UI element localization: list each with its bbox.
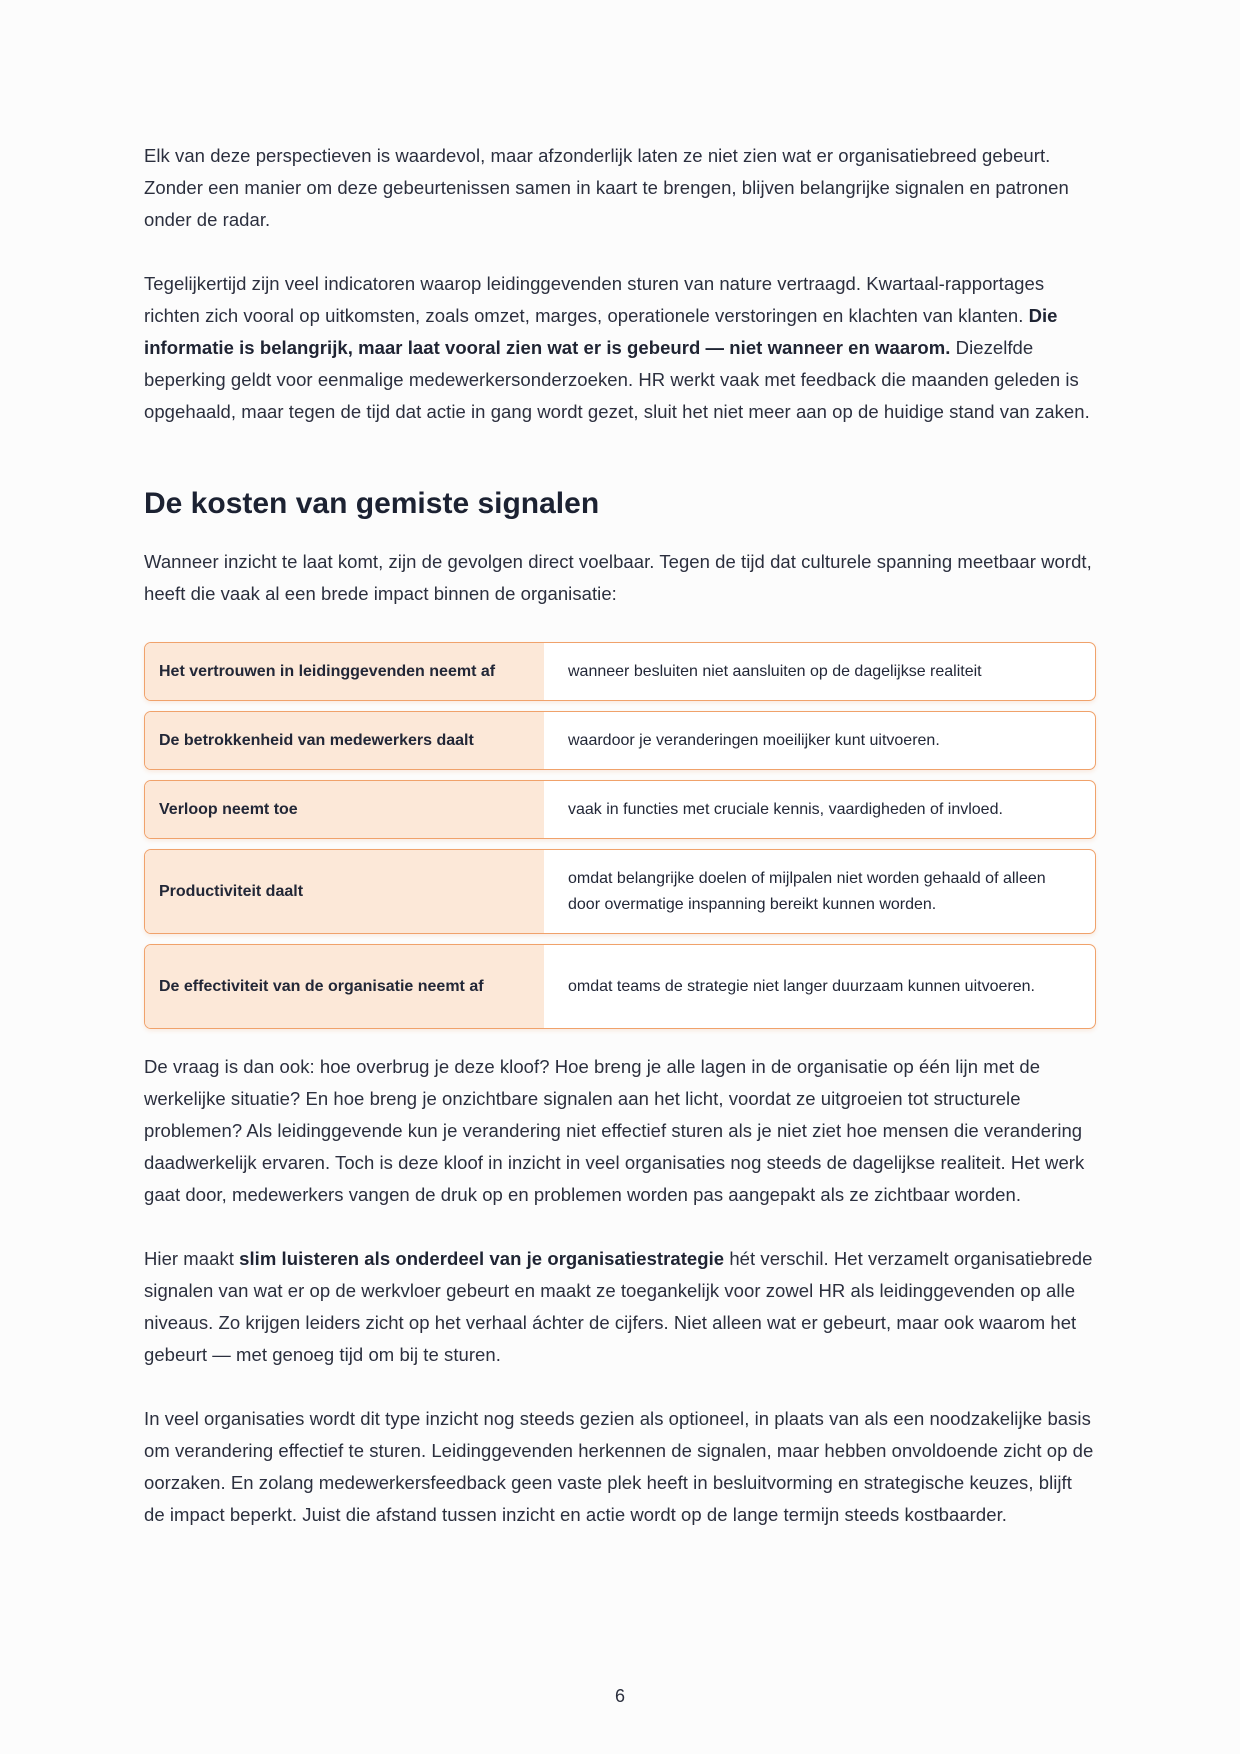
consequence-row [144,642,1096,701]
paragraph-emphasis: slim luisteren als onderdeel van je organisatiestrategie [239,1248,725,1269]
paragraph-text: Hier maakt [144,1248,240,1269]
consequence-text: omdat teams de strategie niet langer duurzaam kunnen uitvoeren. [568,977,1035,995]
consequence-label: Verloop neemt toe [145,781,544,838]
paragraph-emphasis: Die informatie is belangrijk, maar laat vooral zien wat er is gebeurd — niet wanneer en waarom. [144,305,1058,358]
consequence-label: Productiviteit daalt [145,850,544,933]
consequence-text: omdat belangrijke doelen of mijlpalen niet worden gehaald of alleen door overmatige inspanning bereikt kunnen worden. [568,869,1046,913]
consequence-label: De effectiviteit van de organisatie neemt af [145,945,544,1028]
paragraph-text: hét verschil. Het verzamelt organisatiebrede signalen van wat er op de werkvloer gebeurt en maakt ze toegankelijk voor zowel HR als leidinggevenden op alle niveaus. Zo krijgen leiders zicht op het verhaal áchter de cijfers. Niet alleen wat er gebeurt, maar ook waarom het gebeurt — met genoeg tijd om bij te sturen. [144,1248,1093,1365]
consequence-row [144,780,1096,839]
page-content [144,140,1096,1563]
consequences-table [144,642,1096,1029]
section-intro: Wanneer inzicht te laat komt, zijn de gevolgen direct voelbaar. Tegen de tijd dat culturele spanning meetbaar wordt, heeft die vaak al een brede impact binnen de organisatie: [144,551,1092,604]
consequence-label: De betrokkenheid van medewerkers daalt [145,712,544,769]
consequence-row [144,849,1096,934]
consequence-row [144,944,1096,1029]
consequence-text: waardoor je veranderingen moeilijker kunt uitvoeren. [568,731,940,749]
paragraph-perspectives: Elk van deze perspectieven is waardevol, maar afzonderlijk laten ze niet zien wat er organisatiebreed gebeurt. Zonder een manier om deze gebeurtenissen samen in kaart te brengen, blijven belangrijke signalen en patronen onder de radar. [144,145,1069,230]
page-number: 6 [614,1686,625,1706]
consequence-row [144,711,1096,770]
paragraph-text: Tegelijkertijd zijn veel indicatoren waarop leidinggevenden sturen van nature vertraagd. Kwartaal-rapportages richten zich vooral op uitkomsten, zoals omzet, marges, operationele verstoringen en klachten van klanten. [144,273,1045,326]
consequence-text: wanneer besluiten niet aansluiten op de dagelijkse realiteit [568,662,982,680]
section-heading: De kosten van gemiste signalen [144,487,600,520]
paragraph-smart-listening [144,1243,1096,1371]
paragraph-optional-insight: In veel organisaties wordt dit type inzicht nog steeds gezien als optioneel, in plaats van als een noodzakelijke basis om verandering effectief te sturen. Leidinggevenden herkennen de signalen, maar hebben onvoldoende zicht op de oorzaken. En zolang medewerkersfeedback geen vaste plek heeft in besluitvorming en strategische keuzes, blijft de impact beperkt. Juist die afstand tussen inzicht en actie wordt op de lange termijn steeds kostbaarder. [144,1408,1094,1525]
paragraph-bridge-gap: De vraag is dan ook: hoe overbrug je deze kloof? Hoe breng je alle lagen in de organisatie op één lijn met de werkelijke situatie? En hoe breng je onzichtbare signalen aan het licht, voordat ze uitgroeien tot structurele problemen? Als leidinggevende kun je verandering niet effectief sturen als je niet ziet hoe mensen die verandering daadwerkelijk ervaren. Toch is deze kloof in inzicht in veel organisaties nog steeds de dagelijkse realiteit. Het werk gaat door, medewerkers vangen de druk op en problemen worden pas aangepakt als ze zichtbaar worden. [144,1056,1085,1205]
paragraph-lagging-indicators [144,268,1096,428]
paragraph-text: Diezelfde beperking geldt voor eenmalige medewerkersonderzoeken. HR werkt vaak met feedback die maanden geleden is opgehaald, maar tegen de tijd dat actie in gang wordt gezet, sluit het niet meer aan op de huidige stand van zaken. [144,337,1090,422]
consequence-text: vaak in functies met cruciale kennis, vaardigheden of invloed. [568,800,1003,818]
consequence-label: Het vertrouwen in leidinggevenden neemt af [145,643,544,700]
